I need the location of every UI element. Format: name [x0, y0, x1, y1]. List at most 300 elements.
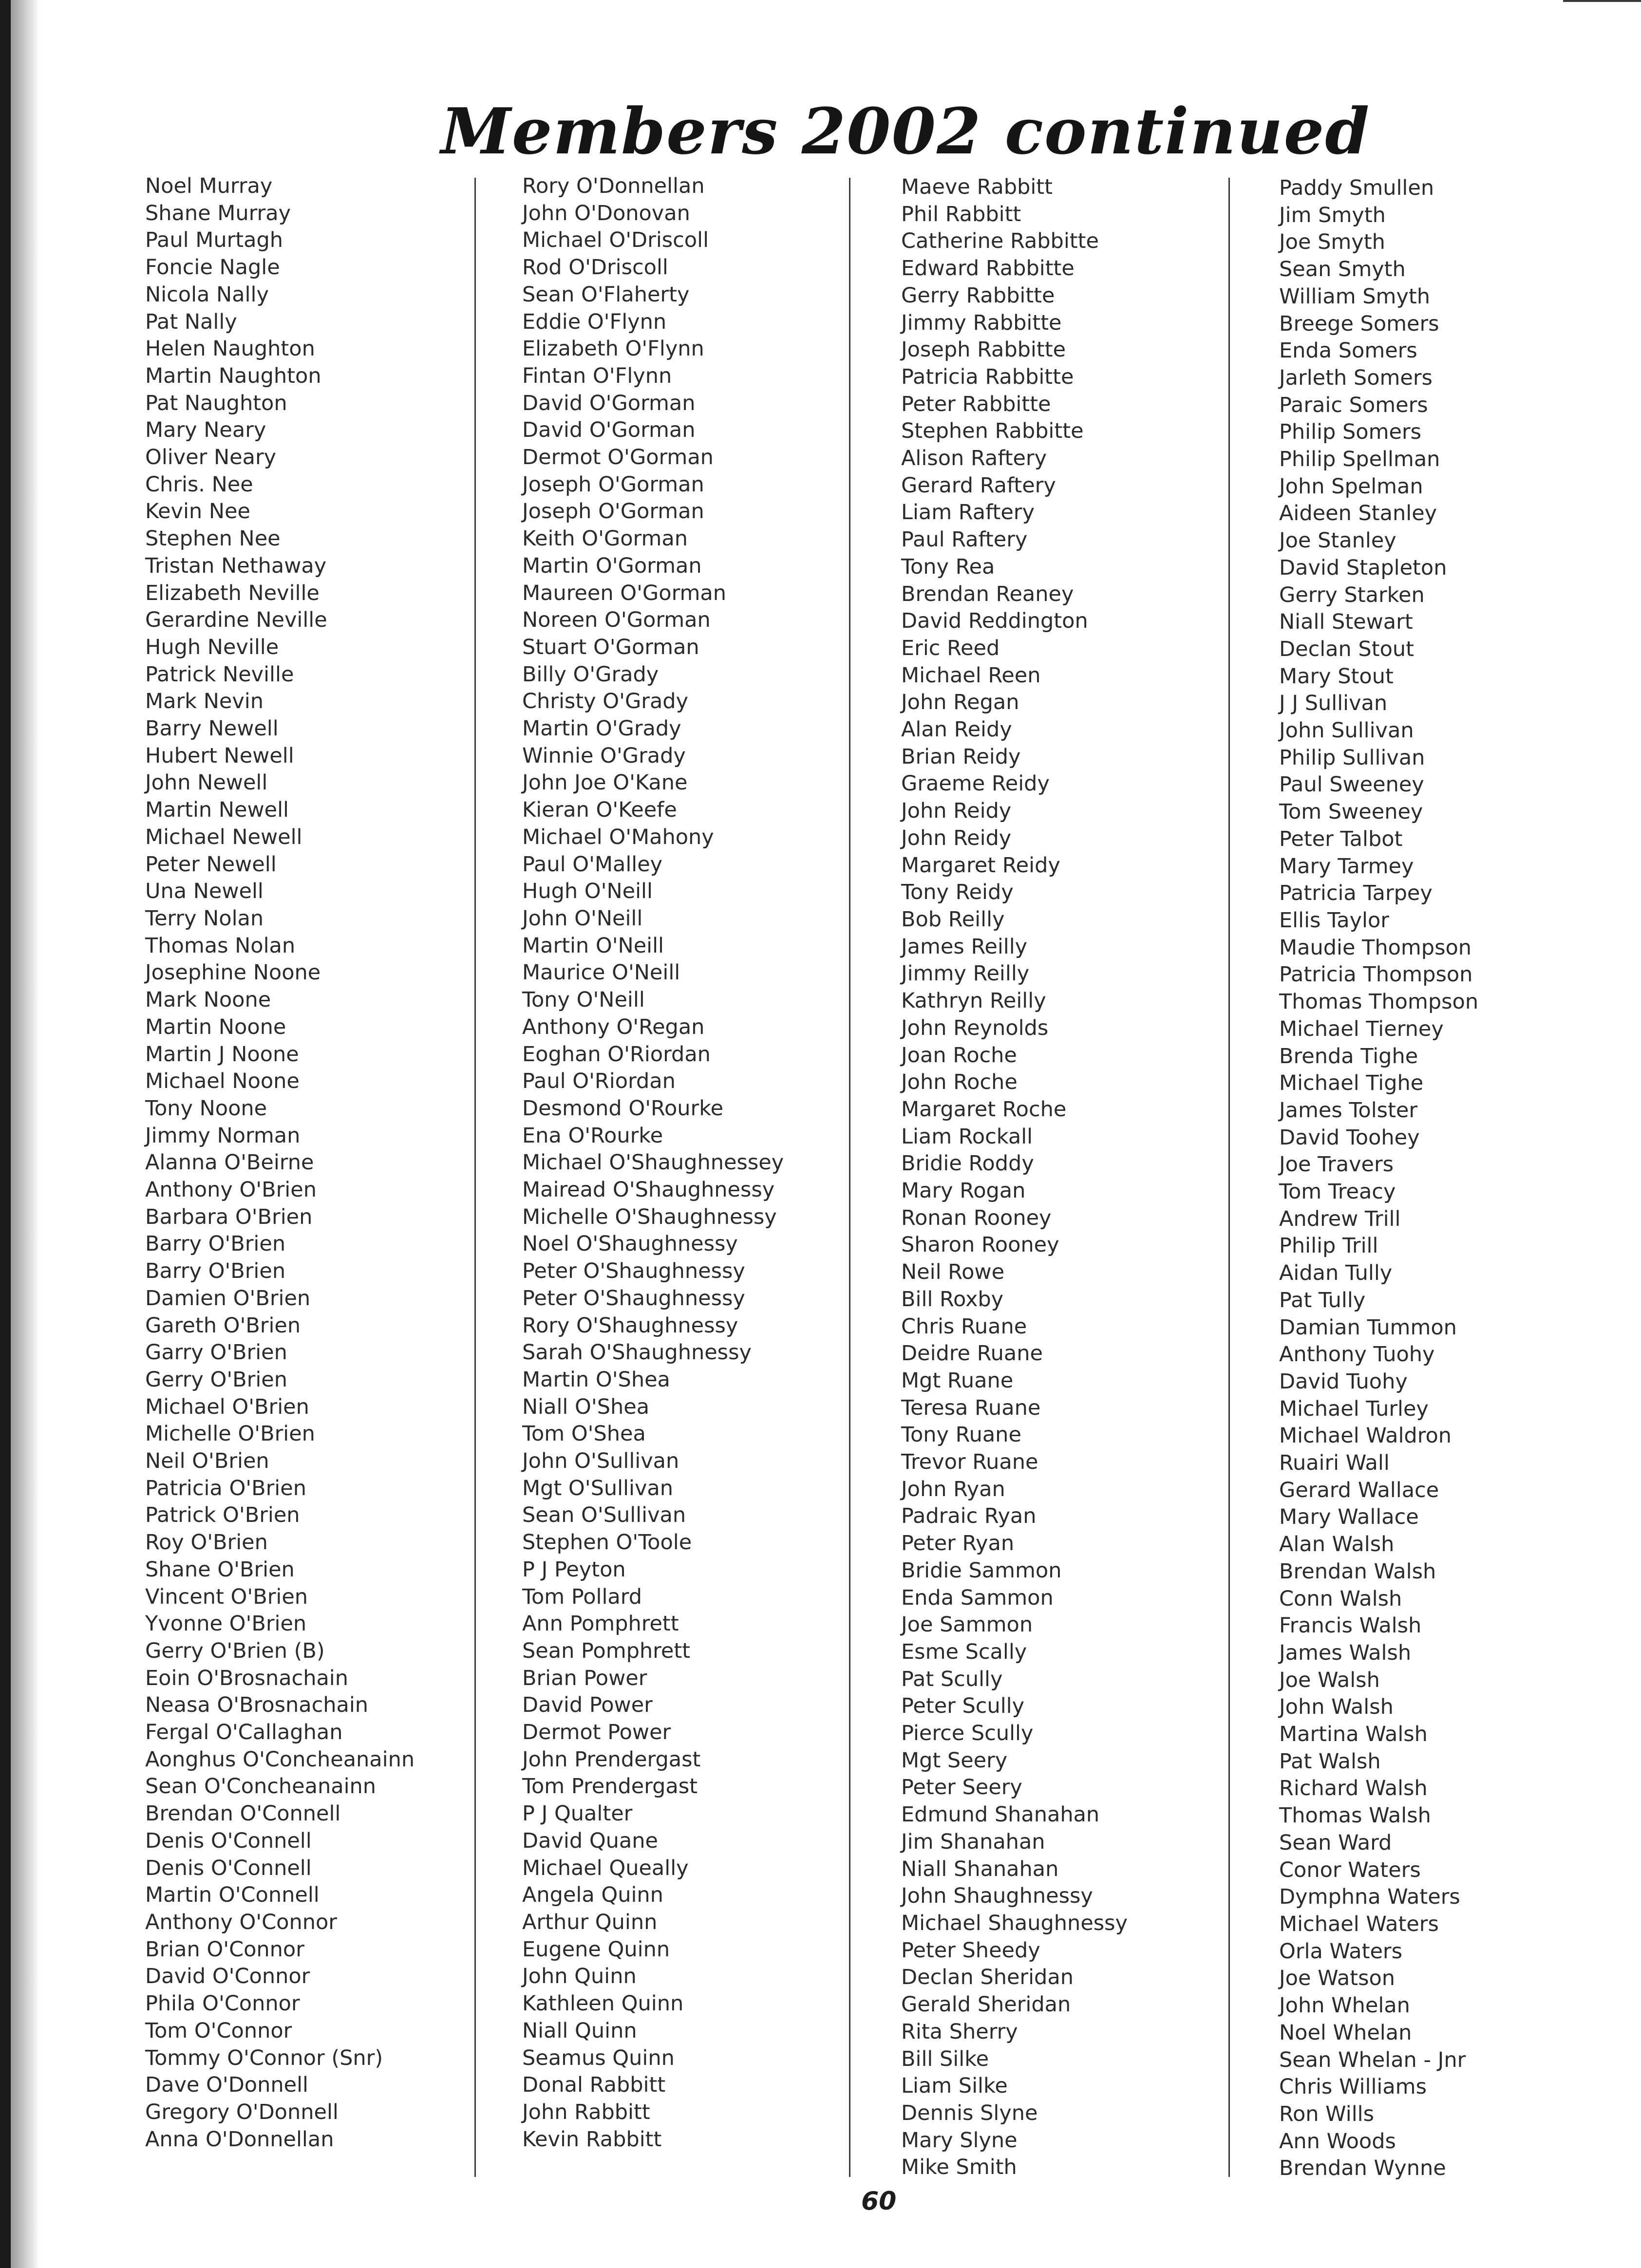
- member-name: Joseph O'Gorman: [522, 499, 704, 524]
- member-name: Richard Walsh: [1279, 1776, 1428, 1801]
- member-name: Michael O'Mahony: [522, 825, 714, 849]
- member-name: Gerard Wallace: [1279, 1478, 1439, 1502]
- member-name: Michael O'Driscoll: [522, 228, 709, 253]
- member-name: Michael Shaughnessy: [901, 1911, 1128, 1935]
- member-name: Foncie Nagle: [145, 255, 280, 280]
- scan-binding-edge: [0, 0, 11, 2268]
- member-name: Chris Williams: [1279, 2075, 1427, 2099]
- member-name: Paul Sweeney: [1279, 772, 1424, 797]
- member-name: Gerard Raftery: [901, 473, 1056, 498]
- member-name: Thomas Nolan: [145, 933, 296, 958]
- member-name: Peter O'Shaughnessy: [522, 1259, 745, 1284]
- member-name: Niall O'Shea: [522, 1394, 650, 1419]
- member-name: Michael Queally: [522, 1856, 689, 1880]
- member-name: Tom O'Connor: [145, 2018, 292, 2043]
- member-name: Fergal O'Callaghan: [145, 1720, 343, 1745]
- member-name: Patrick O'Brien: [145, 1503, 300, 1528]
- member-name: Donal Rabbitt: [522, 2073, 666, 2098]
- member-name: Graeme Reidy: [901, 771, 1050, 796]
- member-name: Noel O'Shaughnessy: [522, 1232, 738, 1256]
- member-name: Brendan Wynne: [1279, 2156, 1446, 2181]
- member-name: Paul Raftery: [901, 527, 1028, 552]
- member-name: Hugh O'Neill: [522, 879, 653, 904]
- member-name: John Rabbitt: [522, 2099, 650, 2124]
- member-name: Ruairi Wall: [1279, 1451, 1390, 1476]
- member-name: John Newell: [145, 770, 268, 795]
- member-name: Anthony Tuohy: [1279, 1342, 1435, 1367]
- member-name: Damian Tummon: [1279, 1315, 1457, 1340]
- member-name: Gerry Rabbitte: [901, 283, 1055, 308]
- member-name: Gregory O'Donnell: [145, 2099, 339, 2124]
- column-divider: [849, 178, 850, 2177]
- member-name: Christy O'Grady: [522, 689, 689, 714]
- member-name: John Ryan: [901, 1477, 1005, 1501]
- member-name: Alanna O'Beirne: [145, 1150, 314, 1175]
- member-name: John O'Donovan: [522, 201, 690, 225]
- member-name: Angela Quinn: [522, 1883, 663, 1908]
- member-name: Peter Ryan: [901, 1531, 1015, 1556]
- member-name: Michelle O'Shaughnessy: [522, 1204, 777, 1229]
- member-name: Maeve Rabbitt: [901, 175, 1053, 199]
- member-name: Elizabeth O'Flynn: [522, 337, 704, 361]
- member-name: Paul Murtagh: [145, 228, 283, 253]
- member-name: Ann Woods: [1279, 2129, 1396, 2154]
- member-name: Gerald Sheridan: [901, 1992, 1071, 2017]
- member-name: Bridie Sammon: [901, 1558, 1062, 1583]
- member-name: Declan Stout: [1279, 637, 1415, 661]
- member-name: Peter Scully: [901, 1694, 1025, 1719]
- member-name: Eddie O'Flynn: [522, 309, 667, 334]
- member-name: John Regan: [901, 690, 1019, 715]
- member-name: Damien O'Brien: [145, 1286, 311, 1311]
- page-number: 60: [861, 2187, 897, 2216]
- member-name: Michael Waters: [1279, 1912, 1439, 1936]
- member-name: Martin Noone: [145, 1014, 286, 1039]
- member-name: Thomas Walsh: [1279, 1803, 1431, 1828]
- member-name: Paraic Somers: [1279, 393, 1428, 417]
- member-name: Fintan O'Flynn: [522, 363, 672, 388]
- member-name: Joseph O'Gorman: [522, 472, 704, 497]
- member-name: Chris. Nee: [145, 472, 253, 497]
- member-name: Brendan O'Connell: [145, 1801, 341, 1826]
- member-name: Tommy O'Connor (Snr): [145, 2045, 383, 2070]
- member-name: Niall Shanahan: [901, 1856, 1059, 1881]
- member-name: Enda Somers: [1279, 338, 1417, 363]
- member-name: Pat Naughton: [145, 391, 287, 415]
- member-name: Peter Talbot: [1279, 826, 1403, 851]
- member-name: Barbara O'Brien: [145, 1204, 313, 1229]
- member-name: Mary Slyne: [901, 2128, 1018, 2153]
- member-name: Ann Pomphrett: [522, 1612, 679, 1636]
- member-name: Kevin Rabbitt: [522, 2127, 662, 2152]
- member-name: John Reidy: [901, 799, 1012, 824]
- member-name: Winnie O'Grady: [522, 743, 686, 768]
- member-name: John O'Sullivan: [522, 1449, 679, 1474]
- member-name: Mary Rogan: [901, 1179, 1026, 1203]
- member-name: Joe Stanley: [1279, 528, 1396, 553]
- member-name: Barry Newell: [145, 716, 279, 741]
- member-name: Philip Sullivan: [1279, 745, 1425, 770]
- scan-shadow: [11, 0, 40, 2268]
- member-name: Yvonne O'Brien: [145, 1612, 307, 1636]
- member-name: Joseph Rabbitte: [901, 337, 1066, 362]
- member-name: Keith O'Gorman: [522, 526, 688, 551]
- member-name: Jim Smyth: [1279, 203, 1386, 227]
- member-name: Kathleen Quinn: [522, 1991, 684, 2016]
- member-name: John Spelman: [1279, 474, 1423, 499]
- member-name: Michael Reen: [901, 663, 1041, 688]
- member-name: Tom Treacy: [1279, 1180, 1396, 1204]
- member-name: Martin O'Grady: [522, 716, 681, 741]
- member-name: Alison Raftery: [901, 446, 1047, 471]
- member-name: Sean O'Concheanainn: [145, 1774, 377, 1799]
- member-name: Desmond O'Rourke: [522, 1096, 724, 1121]
- member-name: Orla Waters: [1279, 1939, 1403, 1964]
- member-name: Neil O'Brien: [145, 1449, 269, 1474]
- member-name: Mark Nevin: [145, 689, 264, 714]
- member-name: Bob Reilly: [901, 907, 1005, 932]
- member-column-3: [901, 174, 1128, 2181]
- member-name: Edward Rabbitte: [901, 256, 1075, 281]
- member-name: Martin Newell: [145, 798, 289, 823]
- member-name: Catherine Rabbitte: [901, 229, 1099, 254]
- member-name: Tony Noone: [145, 1096, 267, 1121]
- member-name: James Walsh: [1279, 1640, 1412, 1665]
- member-name: Joe Watson: [1279, 1966, 1396, 1991]
- member-name: Philip Spellman: [1279, 447, 1440, 472]
- member-name: Sharon Rooney: [901, 1233, 1059, 1257]
- member-name: Tony O'Neill: [522, 988, 645, 1012]
- member-name: Mike Smith: [901, 2155, 1017, 2180]
- member-name: Sean Whelan - Jnr: [1279, 2047, 1466, 2072]
- member-name: Martin O'Shea: [522, 1367, 670, 1392]
- member-name: Billy O'Grady: [522, 662, 659, 687]
- member-name: Hugh Neville: [145, 635, 279, 659]
- column-divider: [474, 178, 476, 2177]
- member-name: Alan Reidy: [901, 717, 1012, 742]
- member-name: Stephen Nee: [145, 526, 281, 551]
- member-name: Brendan Reaney: [901, 581, 1074, 606]
- member-name: Eugene Quinn: [522, 1937, 670, 1962]
- member-name: Kieran O'Keefe: [522, 798, 677, 823]
- member-name: Maurice O'Neill: [522, 960, 680, 985]
- member-name: Anthony O'Connor: [145, 1910, 337, 1934]
- member-name: Neasa O'Brosnachain: [145, 1693, 369, 1718]
- member-name: James Reilly: [901, 934, 1028, 959]
- member-name: David O'Gorman: [522, 391, 696, 415]
- member-name: Mary Wallace: [1279, 1505, 1419, 1530]
- member-name: Brian Reidy: [901, 744, 1021, 769]
- member-name: Andrew Trill: [1279, 1206, 1401, 1231]
- member-name: Nicola Nally: [145, 282, 269, 307]
- member-name: Stephen Rabbitte: [901, 419, 1084, 444]
- member-name: Patricia O'Brien: [145, 1476, 306, 1500]
- member-name: Gerry O'Brien (B): [145, 1638, 325, 1663]
- member-name: John Quinn: [522, 1964, 637, 1989]
- member-name: David Reddington: [901, 609, 1088, 634]
- member-name: Aonghus O'Concheanainn: [145, 1747, 415, 1772]
- member-name: Denis O'Connell: [145, 1828, 312, 1853]
- member-name: Jimmy Rabbitte: [901, 310, 1062, 335]
- member-name: Aideen Stanley: [1279, 501, 1437, 526]
- member-name: Peter O'Shaughnessy: [522, 1286, 745, 1311]
- member-name: Niall Stewart: [1279, 610, 1413, 635]
- member-name: Mgt Ruane: [901, 1368, 1014, 1393]
- member-name: Dermot Power: [522, 1720, 671, 1745]
- member-name: Bill Silke: [901, 2046, 989, 2071]
- member-name: Mark Noone: [145, 988, 271, 1012]
- member-name: Liam Rockall: [901, 1124, 1033, 1149]
- member-name: Roy O'Brien: [145, 1530, 268, 1555]
- member-name: Liam Silke: [901, 2074, 1008, 2099]
- member-name: Arthur Quinn: [522, 1910, 658, 1934]
- member-name: Sean Smyth: [1279, 257, 1406, 282]
- member-name: Bill Roxby: [901, 1287, 1004, 1312]
- member-name: Phil Rabbitt: [901, 202, 1021, 226]
- member-name: Pat Tully: [1279, 1288, 1366, 1312]
- member-name: Joe Sammon: [901, 1612, 1033, 1637]
- member-name: Gareth O'Brien: [145, 1313, 301, 1338]
- member-name: Hubert Newell: [145, 743, 294, 768]
- member-name: David Tuohy: [1279, 1369, 1408, 1394]
- member-name: John Walsh: [1279, 1695, 1394, 1720]
- member-name: Margaret Roche: [901, 1097, 1067, 1122]
- member-name: Alan Walsh: [1279, 1532, 1395, 1557]
- member-name: Una Newell: [145, 879, 264, 904]
- member-name: Teresa Ruane: [901, 1395, 1041, 1420]
- member-name: Martin O'Gorman: [522, 553, 702, 578]
- member-name: Brian O'Connor: [145, 1937, 304, 1962]
- member-name: Dennis Slyne: [901, 2100, 1038, 2125]
- member-name: Michael O'Shaughnessey: [522, 1150, 784, 1175]
- member-name: Oliver Neary: [145, 445, 277, 470]
- member-name: John Shaughnessy: [901, 1884, 1093, 1909]
- corner-rule: [1563, 0, 1641, 2]
- member-name: Jim Shanahan: [901, 1829, 1045, 1854]
- member-name: Patrick Neville: [145, 662, 294, 687]
- member-name: Dermot O'Gorman: [522, 445, 714, 470]
- member-name: Niall Quinn: [522, 2018, 637, 2043]
- member-name: Peter Newell: [145, 852, 277, 877]
- member-name: Sean O'Flaherty: [522, 282, 690, 307]
- member-name: John Reynolds: [901, 1015, 1049, 1040]
- member-name: Martin Naughton: [145, 363, 321, 388]
- member-name: Helen Naughton: [145, 337, 315, 361]
- member-name: Martina Walsh: [1279, 1722, 1428, 1747]
- member-name: Martin O'Neill: [522, 933, 664, 958]
- member-name: Brendan Walsh: [1279, 1559, 1436, 1584]
- member-name: Sean O'Sullivan: [522, 1503, 686, 1528]
- member-name: Rory O'Shaughnessy: [522, 1313, 738, 1338]
- member-name: Bridie Roddy: [901, 1151, 1034, 1176]
- member-name: Mgt O'Sullivan: [522, 1476, 674, 1500]
- member-name: Mary Stout: [1279, 664, 1394, 689]
- member-name: Pierce Scully: [901, 1721, 1034, 1746]
- member-name: J J Sullivan: [1279, 691, 1388, 716]
- member-name: Breege Somers: [1279, 311, 1439, 336]
- member-column-1: [145, 173, 415, 2153]
- member-name: David Power: [522, 1693, 653, 1718]
- member-name: Thomas Thompson: [1279, 990, 1479, 1014]
- member-name: Seamus Quinn: [522, 2045, 675, 2070]
- member-column-2: [522, 173, 784, 2153]
- member-name: Jarleth Somers: [1279, 365, 1433, 390]
- member-name: Rory O'Donnellan: [522, 174, 705, 198]
- member-name: John O'Neill: [522, 906, 643, 931]
- member-name: Paddy Smullen: [1279, 176, 1434, 200]
- member-name: John Whelan: [1279, 1993, 1410, 2018]
- member-name: Tony Reidy: [901, 880, 1014, 905]
- member-name: Conn Walsh: [1279, 1586, 1402, 1611]
- member-name: Tristan Nethaway: [145, 553, 327, 578]
- member-name: Denis O'Connell: [145, 1856, 312, 1880]
- member-name: David Quane: [522, 1828, 658, 1853]
- member-name: Josephine Noone: [145, 960, 321, 985]
- member-name: Kevin Nee: [145, 499, 250, 524]
- member-name: William Smyth: [1279, 284, 1431, 309]
- page-title: Members 2002 continued: [441, 94, 1371, 169]
- member-name: Chris Ruane: [901, 1314, 1027, 1339]
- member-name: Tom Prendergast: [522, 1774, 698, 1799]
- member-name: Martin O'Connell: [145, 1883, 320, 1908]
- member-name: Ron Wills: [1279, 2101, 1374, 2126]
- member-name: Anthony O'Brien: [145, 1178, 317, 1202]
- member-name: Patricia Rabbitte: [901, 364, 1074, 389]
- member-name: Eoghan O'Riordan: [522, 1042, 711, 1067]
- member-name: Edmund Shanahan: [901, 1802, 1100, 1827]
- member-name: Michael Tierney: [1279, 1016, 1444, 1041]
- member-name: David Stapleton: [1279, 555, 1447, 580]
- member-name: Anthony O'Regan: [522, 1014, 705, 1039]
- member-name: Stephen O'Toole: [522, 1530, 692, 1555]
- member-name: Martin J Noone: [145, 1042, 299, 1067]
- member-name: Francis Walsh: [1279, 1613, 1422, 1638]
- member-name: Margaret Reidy: [901, 853, 1060, 878]
- member-name: Joe Walsh: [1279, 1668, 1380, 1692]
- member-name: James Tolster: [1279, 1098, 1418, 1123]
- member-name: Noel Whelan: [1279, 2020, 1412, 2045]
- member-name: Michelle O'Brien: [145, 1422, 315, 1446]
- member-name: Shane O'Brien: [145, 1557, 295, 1582]
- member-name: Dave O'Donnell: [145, 2073, 308, 2098]
- member-name: Sean Pomphrett: [522, 1638, 691, 1663]
- member-name: Tom Pollard: [522, 1584, 642, 1609]
- member-name: Michael Tighe: [1279, 1071, 1424, 1096]
- member-name: Michael Noone: [145, 1069, 300, 1094]
- member-name: Sean Ward: [1279, 1830, 1392, 1855]
- member-name: Pat Scully: [901, 1667, 1003, 1691]
- member-name: Garry O'Brien: [145, 1340, 287, 1365]
- member-name: Philip Trill: [1279, 1234, 1378, 1258]
- member-name: Phila O'Connor: [145, 1991, 300, 2016]
- member-name: David Toohey: [1279, 1125, 1420, 1150]
- member-name: Elizabeth Neville: [145, 581, 320, 605]
- member-name: Barry O'Brien: [145, 1232, 286, 1256]
- member-name: Pat Walsh: [1279, 1749, 1381, 1774]
- member-name: Kathryn Reilly: [901, 989, 1046, 1013]
- member-name: Patricia Thompson: [1279, 962, 1473, 987]
- member-name: Michael O'Brien: [145, 1394, 309, 1419]
- member-name: Stuart O'Gorman: [522, 635, 699, 659]
- member-name: Liam Raftery: [901, 500, 1035, 525]
- member-name: Barry O'Brien: [145, 1259, 286, 1284]
- member-name: Tom Sweeney: [1279, 800, 1423, 825]
- member-name: Joe Travers: [1279, 1152, 1394, 1177]
- member-name: Peter Rabbitte: [901, 392, 1051, 416]
- member-name: Anna O'Donnellan: [145, 2127, 334, 2152]
- member-name: Conor Waters: [1279, 1857, 1421, 1882]
- member-name: Sarah O'Shaughnessy: [522, 1340, 752, 1365]
- member-name: David O'Connor: [145, 1964, 310, 1989]
- member-name: Mary Neary: [145, 418, 266, 443]
- member-name: Tony Ruane: [901, 1423, 1021, 1447]
- member-name: Joan Roche: [901, 1043, 1017, 1068]
- member-name: Shane Murray: [145, 201, 291, 225]
- member-name: Dymphna Waters: [1279, 1885, 1460, 1910]
- member-name: Enda Sammon: [901, 1585, 1054, 1610]
- member-name: Deidre Ruane: [901, 1341, 1043, 1366]
- member-name: Eric Reed: [901, 636, 1000, 660]
- member-name: Joe Smyth: [1279, 230, 1385, 255]
- column-divider: [1228, 178, 1230, 2177]
- member-name: Tom O'Shea: [522, 1422, 646, 1446]
- member-name: Maureen O'Gorman: [522, 581, 726, 605]
- member-name: Trevor Ruane: [901, 1450, 1038, 1475]
- member-name: Michael Turley: [1279, 1396, 1429, 1421]
- member-name: John Roche: [901, 1070, 1018, 1095]
- member-name: Aidan Tully: [1279, 1261, 1393, 1286]
- member-name: Ellis Taylor: [1279, 908, 1389, 933]
- member-name: Michael Waldron: [1279, 1424, 1452, 1448]
- member-name: Jimmy Norman: [145, 1123, 301, 1148]
- member-name: Padraic Ryan: [901, 1504, 1037, 1529]
- member-name: Terry Nolan: [145, 906, 264, 931]
- member-name: Mairead O'Shaughnessy: [522, 1178, 775, 1202]
- member-name: Peter Seery: [901, 1775, 1022, 1800]
- member-name: Vincent O'Brien: [145, 1584, 308, 1609]
- member-name: Noreen O'Gorman: [522, 608, 711, 633]
- member-name: Mary Tarmey: [1279, 854, 1414, 879]
- member-name: John Joe O'Kane: [522, 770, 688, 795]
- member-name: Declan Sheridan: [901, 1965, 1074, 1990]
- member-name: Patricia Tarpey: [1279, 881, 1433, 906]
- member-name: David O'Gorman: [522, 418, 696, 443]
- member-name: Peter Sheedy: [901, 1938, 1040, 1963]
- member-column-4: [1279, 175, 1478, 2182]
- member-name: Pat Nally: [145, 309, 237, 334]
- member-name: Neil Rowe: [901, 1260, 1005, 1285]
- member-name: P J Qualter: [522, 1801, 633, 1826]
- member-name: Paul O'Riordan: [522, 1069, 676, 1094]
- member-name: Brenda Tighe: [1279, 1044, 1418, 1068]
- member-name: John Reidy: [901, 825, 1012, 850]
- member-name: Ronan Rooney: [901, 1205, 1052, 1230]
- member-name: Rod O'Driscoll: [522, 255, 668, 280]
- member-name: Esme Scally: [901, 1639, 1027, 1664]
- member-name: Michael Newell: [145, 825, 302, 849]
- member-name: Brian Power: [522, 1666, 647, 1690]
- member-name: Eoin O'Brosnachain: [145, 1666, 349, 1690]
- member-name: Gerry O'Brien: [145, 1367, 287, 1392]
- member-name: Gerardine Neville: [145, 608, 327, 633]
- member-name: Jimmy Reilly: [901, 961, 1030, 986]
- member-name: Ena O'Rourke: [522, 1123, 663, 1148]
- member-name: Philip Somers: [1279, 420, 1422, 445]
- member-name: Paul O'Malley: [522, 852, 663, 877]
- member-name: Noel Murray: [145, 174, 273, 198]
- member-name: Mgt Seery: [901, 1748, 1008, 1773]
- member-name: John Sullivan: [1279, 718, 1414, 743]
